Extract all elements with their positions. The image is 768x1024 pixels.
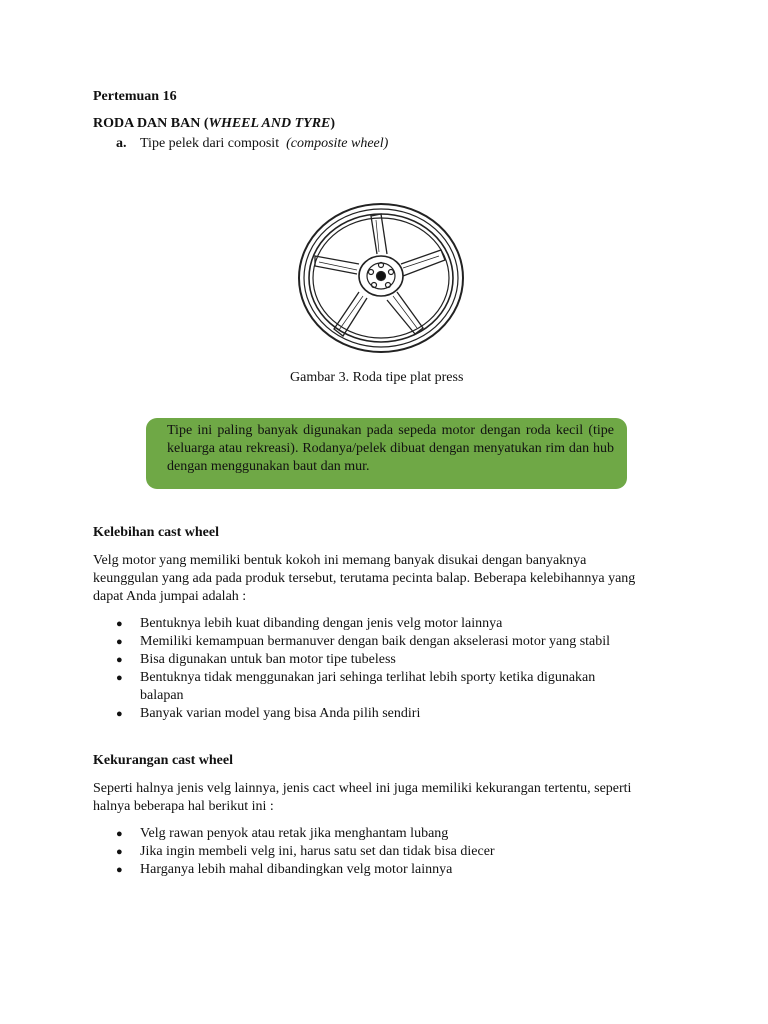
disadvantages-list <box>93 825 673 879</box>
bullet-icon: ● <box>116 828 123 840</box>
meeting-label: Pertemuan 16 <box>93 89 177 104</box>
list-item-text: Memiliki kemampuan bermanuver dengan baik dengan akselerasi motor yang stabil <box>140 634 611 649</box>
list-item-text: Banyak varian model yang bisa Anda pilih sendiri <box>140 706 421 721</box>
list-item <box>93 651 673 669</box>
list-marker: a. <box>116 136 127 151</box>
section-heading-advantages: Kelebihan cast wheel <box>93 525 219 540</box>
subheading-a <box>116 135 388 153</box>
list-item-text: Bisa digunakan untuk ban motor tipe tubeless <box>140 652 396 667</box>
list-item-text: Bentuknya lebih kuat dibanding dengan jenis velg motor lainnya <box>140 616 503 631</box>
list-item <box>93 669 673 705</box>
title-plain: RODA DAN BAN ( <box>93 116 209 131</box>
wheel-drawing <box>299 204 463 352</box>
list-item <box>93 861 673 879</box>
list-item-text: Velg rawan penyok atau retak jika menghantam lubang <box>140 826 449 841</box>
disadvantages-paragraph: Seperti halnya jenis velg lainnya, jenis cact wheel ini juga memiliki kekurangan tertentu, seperti halnya beberapa hal berikut ini : <box>93 781 632 814</box>
note-text: Tipe ini paling banyak digunakan pada sepeda motor dengan roda kecil (tipe keluarga atau rekreasi). Rodanya/pelek dibuat dengan menyatukan rim dan hub dengan menggunakan baut dan mur. <box>167 423 614 474</box>
page-title <box>93 115 335 133</box>
list-item-text: Harganya lebih mahal dibandingkan velg motor lainnya <box>140 862 453 877</box>
list-item <box>93 843 673 861</box>
list-item-text: Jika ingin membeli velg ini, harus satu set dan tidak bisa diecer <box>140 844 495 859</box>
section-heading-disadvantages: Kekurangan cast wheel <box>93 753 233 768</box>
list-item <box>93 633 673 651</box>
list-item <box>93 705 673 723</box>
bullet-icon: ● <box>116 672 123 684</box>
wheel-illustration <box>297 202 465 354</box>
subheading-text: Tipe pelek dari composit <box>140 136 280 151</box>
bullet-icon: ● <box>116 636 123 648</box>
advantages-list <box>93 615 673 723</box>
figure-caption: Gambar 3. Roda tipe plat press <box>290 370 464 385</box>
bullet-icon: ● <box>116 654 123 666</box>
bullet-icon: ● <box>116 864 123 876</box>
list-item <box>93 825 673 843</box>
note-box <box>146 418 627 489</box>
advantages-paragraph: Velg motor yang memiliki bentuk kokoh ini memang banyak disukai dengan banyaknya keunggulan yang ada pada produk tersebut, terutama pecinta balap. Beberapa kelebihannya yang dapat Anda jumpai adalah : <box>93 553 636 604</box>
title-italic: WHEEL AND TYRE <box>208 116 331 131</box>
subheading-italic: (composite wheel) <box>286 136 389 151</box>
title-close: ) <box>330 116 336 131</box>
list-item-text: Bentuknya tidak menggunakan jari sehinga terlihat lebih sporty ketika digunakan balapan <box>140 670 596 703</box>
list-item <box>93 615 673 633</box>
bullet-icon: ● <box>116 618 123 630</box>
bullet-icon: ● <box>116 846 123 858</box>
bullet-icon: ● <box>116 708 123 720</box>
